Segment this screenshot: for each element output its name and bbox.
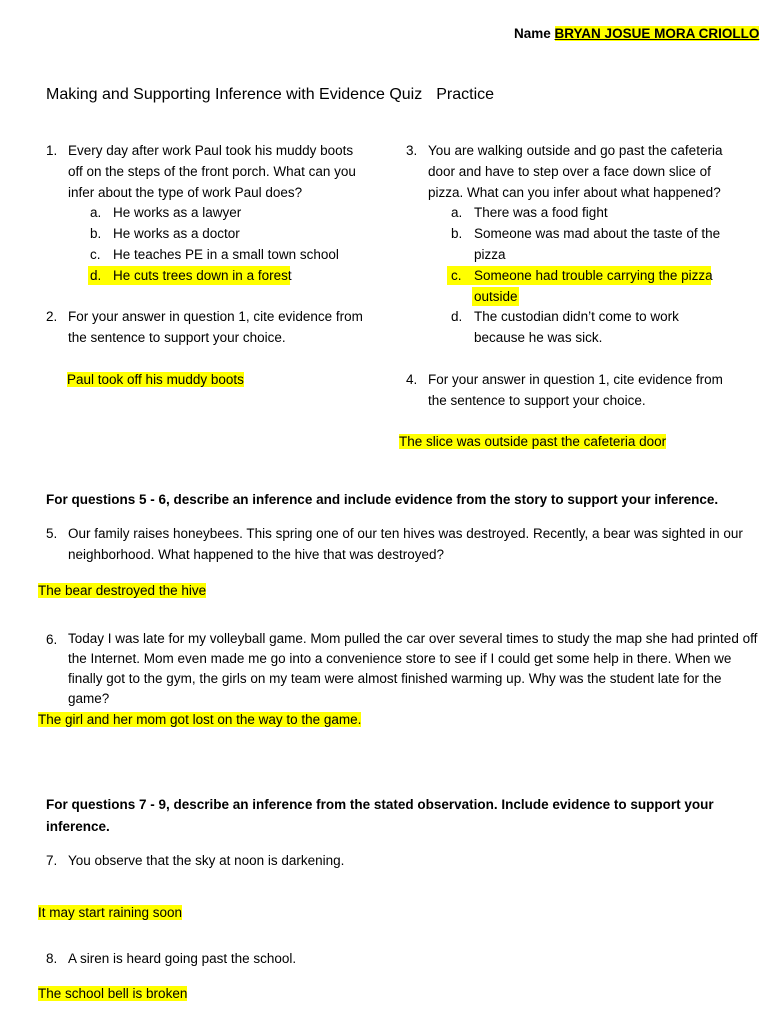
question-text [428, 140, 722, 203]
question-line: pizza. What can you infer about what happened? [428, 185, 721, 200]
title-main: Making and Supporting Inference with Evidence Quiz [46, 86, 423, 103]
question-number: 4. [406, 372, 418, 387]
question-text [68, 523, 743, 565]
title-suffix: Practice [436, 86, 495, 103]
question-number: 2. [46, 309, 58, 324]
question-line: the sentence to support your choice. [68, 330, 286, 345]
question-line: Our family raises honeybees. This spring one of our ten hives was destroyed. Recently, a bear was sighted in our [68, 526, 743, 541]
answer-text: The school bell is broken [38, 986, 188, 1001]
answer-5 [38, 580, 206, 601]
option-text: He teaches PE in a small town school [113, 247, 339, 262]
student-name-line [514, 26, 759, 41]
question-number: 3. [406, 143, 418, 158]
option-text: Someone was mad about the taste of the [474, 226, 721, 241]
answer-text: The slice was outside past the cafeteria door [399, 434, 667, 449]
question-text: You observe that the sky at noon is darkening. [68, 853, 345, 868]
question-number: 6. [46, 632, 58, 647]
question-text [428, 369, 723, 411]
section-line: For questions 7 - 9, describe an inference from the stated observation. Include evidence to support your [46, 797, 714, 812]
option-letter: d. [451, 309, 463, 324]
option-text: There was a food fight [474, 205, 608, 220]
option-letter: b. [451, 226, 463, 241]
question-line: For your answer in question 1, cite evidence from [428, 372, 723, 387]
question-line: finally got to the gym, the girls on my team were almost finished warming up. Why was the student late for the [68, 671, 722, 686]
question-line: For your answer in question 1, cite evidence from [68, 309, 363, 324]
question-number: 1. [46, 143, 58, 158]
question-line: Today I was late for my volleyball game. Mom pulled the car over several times to study the map she had printed off [68, 631, 758, 646]
question-line: You are walking outside and go past the cafeteria [428, 143, 723, 158]
answer-text: The bear destroyed the hive [38, 583, 207, 598]
page-title [46, 86, 494, 104]
option-text: Someone had trouble carrying the pizza [474, 268, 713, 283]
option-text: He works as a lawyer [113, 205, 242, 220]
option-text: because he was sick. [474, 330, 603, 345]
question-text: A siren is heard going past the school. [68, 951, 297, 966]
question-text [68, 306, 363, 348]
option-text: He cuts trees down in a forest [113, 268, 292, 283]
option-text: He works as a doctor [113, 226, 240, 241]
option-letter: a. [451, 205, 463, 220]
answer-6 [38, 709, 361, 730]
section-line: inference. [46, 819, 110, 834]
option-letter: d. [90, 268, 102, 283]
question-line: off on the steps of the front porch. What can you [68, 164, 356, 179]
question-text [68, 140, 356, 203]
question-number: 8. [46, 951, 58, 966]
question-line: door and have to step over a face down slice of [428, 164, 711, 179]
section-instructions-7-9 [46, 794, 714, 838]
name-label: Name [514, 26, 551, 41]
question-line: game? [68, 691, 110, 706]
option-letter: b. [90, 226, 102, 241]
answer-text: It may start raining soon [38, 905, 183, 920]
answer-4 [399, 431, 666, 452]
answer-7 [38, 902, 182, 923]
answer-text: The girl and her mom got lost on the way to the game. [38, 712, 362, 727]
section-instructions-5-6: For questions 5 - 6, describe an inference and include evidence from the story to support your inference. [46, 492, 719, 507]
question-line: infer about the type of work Paul does? [68, 185, 303, 200]
question-line: Every day after work Paul took his muddy boots [68, 143, 354, 158]
option-letter: c. [451, 268, 462, 283]
question-line: neighborhood. What happened to the hive that was destroyed? [68, 547, 445, 562]
answer-2 [67, 369, 244, 390]
option-text: pizza [474, 247, 506, 262]
option-text: The custodian didn’t come to work [474, 309, 679, 324]
question-line: the sentence to support your choice. [428, 393, 646, 408]
option-letter: c. [90, 247, 101, 262]
option-text: outside [474, 289, 518, 304]
question-number: 5. [46, 526, 58, 541]
question-text [68, 629, 757, 709]
answer-text: Paul took off his muddy boots [67, 372, 244, 387]
question-number: 7. [46, 853, 58, 868]
answer-8 [38, 983, 187, 1004]
student-name: BRYAN JOSUE MORA CRIOLLO [554, 26, 760, 41]
question-line: the Internet. Mom even made me go into a convenience store to see if I could get some help in there. When we [68, 651, 732, 666]
option-letter: a. [90, 205, 102, 220]
